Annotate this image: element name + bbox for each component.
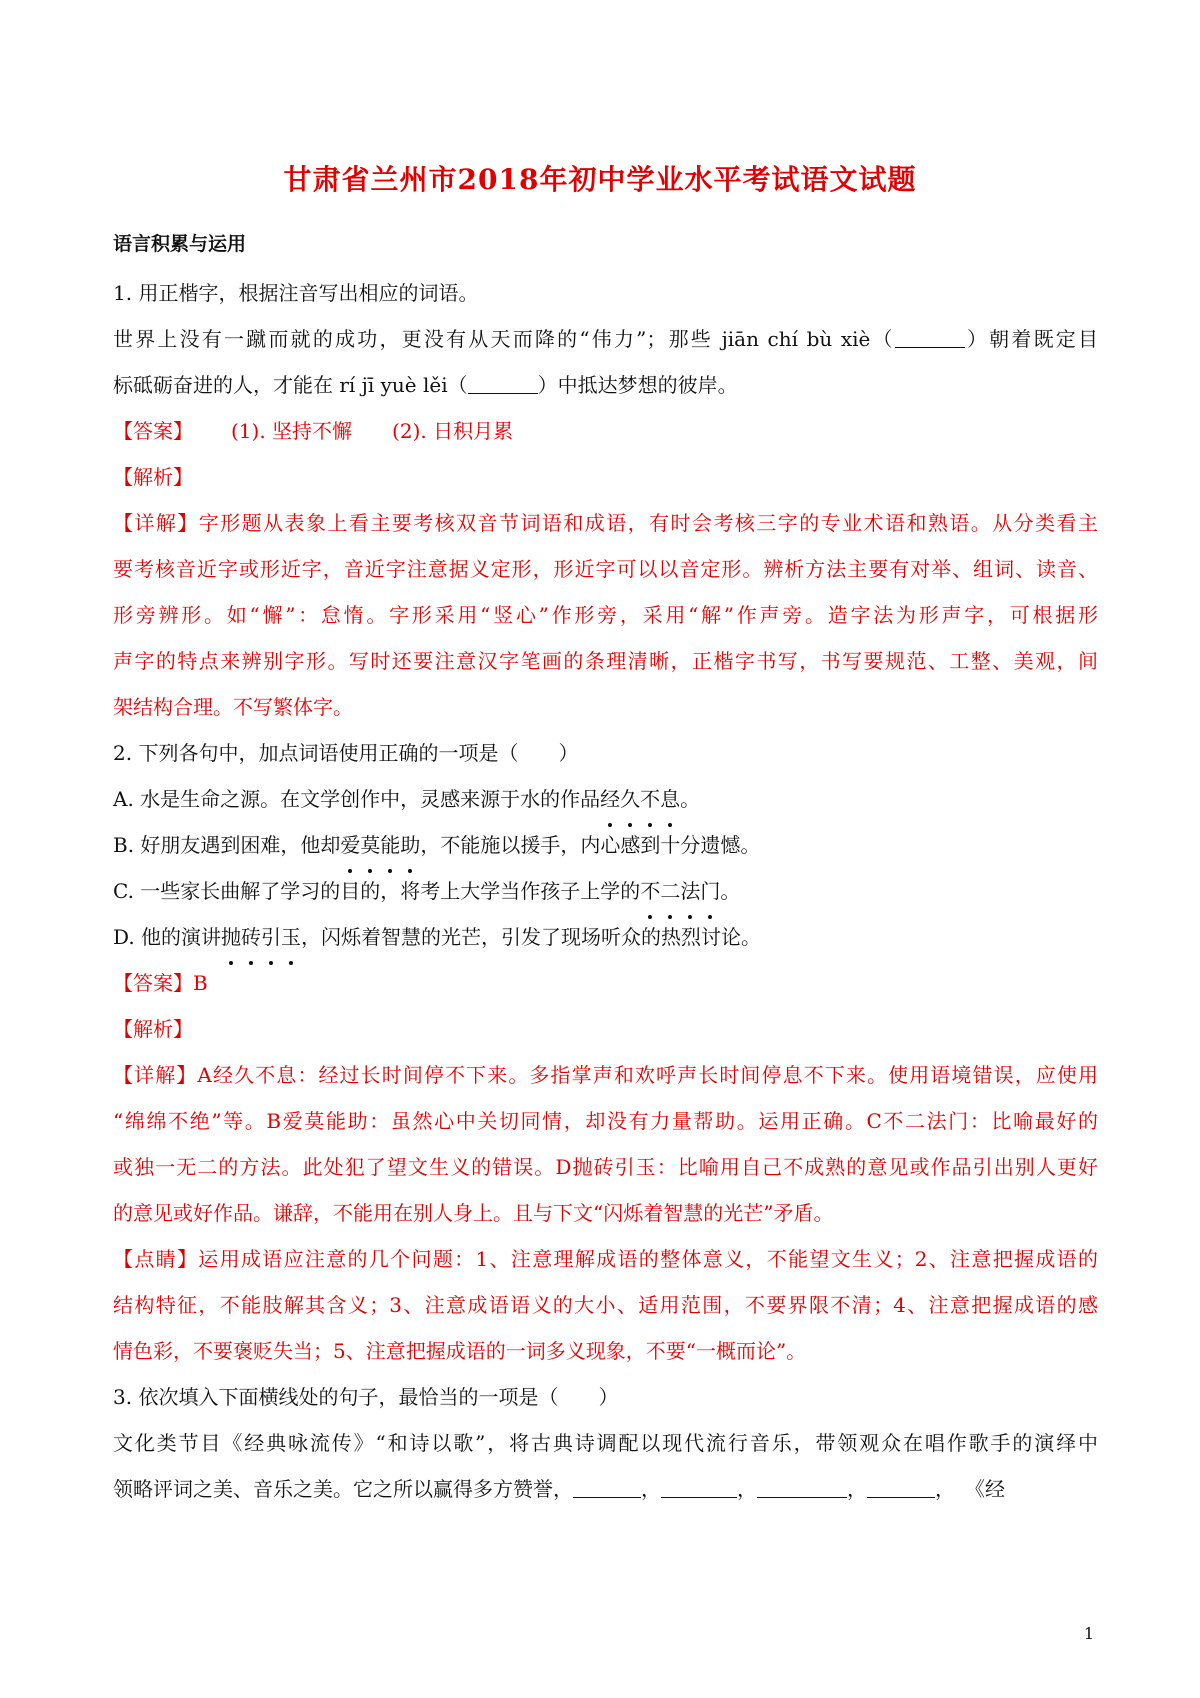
answer-tag: 【答案】 [113,419,193,443]
q2-point-line: 情色彩，不要褒贬失当；5、注意把握成语的一词多义现象，不要“一概而论”。 [113,1339,807,1363]
q3-passage-line-1: 文化类节目《经典咏流传》“和诗以歌”，将古典诗调配以现代流行音乐，带领观众在唱作歌手的演绎中 [113,1431,1098,1455]
detail-text: A经久不息：经过长时间停不下来。多指掌声和欢呼声长时间停息不下来。使用语境错误，应使用 [197,1063,1099,1087]
document-body [113,218,1098,1512]
analysis-tag: 【解析】 [113,465,193,489]
answer-tag: 【答案】 [113,971,193,995]
answer-blank [757,1477,847,1498]
option-text: 。 [720,879,741,903]
answer-blank [895,327,965,348]
dotted-char: 不 [640,776,660,822]
q1-passage-text: 世界上没有一蹴而就的成功，更没有从天而降的“伟力”；那些 jiān chí bù xiè（ [113,327,895,351]
dotted-char: 法 [680,868,700,914]
q1-passage-text: ）中抵达梦想的彼岸。 [537,373,738,397]
detail-tag: 【详解】 [113,511,199,535]
option-text: ，闪烁着智慧的光芒，引发了现场听众的热烈讨论。 [301,925,762,949]
q2-detail-line: 的意见或好作品。谦辞，不能用在别人身上。且与下文“闪烁着智慧的光芒”矛盾。 [113,1201,834,1225]
q2-option-a [113,776,1098,822]
dotted-char: 玉 [281,914,301,960]
q3-stem: 3. 依次填入下面横线处的句子，最恰当的一项是（ ） [113,1385,619,1409]
q2-detail-line: 或独一无二的方法。此处犯了望文生义的错误。D抛砖引玉：比喻用自己不成熟的意见或作品引出别人更好 [113,1155,1098,1179]
q2-option-d [113,914,1098,960]
q1-detail-line: 形旁辨形。如“懈”：怠惰。字形采用“竖心”作形旁，采用“解”作声旁。造字法为形声字，可根据形 [113,603,1098,627]
q1-passage-text: ）朝着既定目 [964,327,1098,351]
document-title: 甘肃省兰州市2018年初中学业水平考试语文试题 [283,163,917,196]
q2-point-line: 结构特征，不能肢解其含义；3、注意成语语义的大小、适用范围，不要界限不清；4、注意把握成语的感 [113,1293,1098,1317]
dotted-char: 砖 [241,914,261,960]
q2-stem: 2. 下列各句中，加点词语使用正确的一项是（ ） [113,741,579,765]
option-text: C. 一些家长曲解了学习的目的，将考上大学当作孩子上学的 [113,879,641,903]
answer-blank [468,373,538,394]
option-text: A. 水是生命之源。在文学创作中，灵感来源于水的作品 [113,787,601,811]
dotted-char: 抛 [221,914,241,960]
option-text: D. 他的演讲 [113,925,222,949]
detail-tag: 【详解】 [113,1063,198,1087]
q1-answer [113,408,1098,454]
answer-item: B [193,971,208,995]
analysis-tag: 【解析】 [113,1017,193,1041]
dotted-char: 二 [660,868,680,914]
q2-detail-line: “绵绵不绝”等。B爱莫能助：虽然心中关切同情，却没有力量帮助。运用正确。C不二法门：比喻最好的 [113,1109,1098,1133]
q1-passage-line-1 [113,316,1098,362]
dotted-char: 引 [261,914,281,960]
q3-passage-text: 《经 [965,1477,1005,1501]
dotted-char: 爱 [340,822,360,868]
q1-detail-line [113,500,1098,546]
option-text: 。 [680,787,701,811]
page-number: 1 [1083,1624,1094,1643]
option-text: ，不能施以援手，内心感到十分遗憾。 [420,833,761,857]
q3-passage-text: 领略评词之美、音乐之美。它之所以赢得多方赞誉， [113,1477,573,1501]
q3-passage-line-2 [113,1466,1098,1512]
dotted-char: 不 [640,868,660,914]
answer-item: (2). 日积月累 [392,419,514,443]
q1-passage-line-2 [113,362,1098,408]
q1-stem: 1. 用正楷字，根据注音写出相应的词语。 [113,281,479,305]
q2-option-b [113,822,1098,868]
point-text: 运用成语应注意的几个问题：1、注意理解成语的整体意义，不能望文生义；2、注意把握成语的 [198,1247,1098,1271]
q1-detail-line: 声字的特点来辨别字形。写时还要注意汉字笔画的条理清晰，正楷字书写，书写要规范、工整、美观，间 [113,649,1098,673]
answer-blank [867,1477,935,1498]
dotted-char: 经 [600,776,620,822]
dotted-char: 能 [380,822,400,868]
section-heading: 语言积累与运用 [113,233,247,255]
q2-detail-line [113,1052,1098,1098]
q2-option-c [113,868,1098,914]
comma: ， [641,1477,661,1501]
answer-blank [661,1477,737,1498]
answer-blank [573,1477,641,1498]
comma: ， [737,1477,757,1501]
q1-detail-line: 要考核音近字或形近字，音近字注意据义定形，形近字可以以音定形。辨析方法主要有对举、组词、读音、 [113,557,1098,581]
dotted-char: 门 [700,868,720,914]
dotted-char: 久 [620,776,640,822]
q1-detail-line: 架结构合理。不写繁体字。 [113,695,353,719]
detail-text: 字形题从表象上看主要考核双音节词语和成语，有时会考核三字的专业术语和熟语。从分类看主 [198,511,1099,535]
q2-answer [113,960,1098,1006]
option-text: B. 好朋友遇到困难，他却 [113,833,341,857]
answer-item: (1). 坚持不懈 [231,419,353,443]
comma: ， [935,1477,955,1501]
comma: ， [847,1477,867,1501]
dotted-char: 助 [400,822,420,868]
q2-point-line [113,1236,1098,1282]
point-tag: 【点睛】 [113,1247,199,1271]
dotted-char: 莫 [360,822,380,868]
dotted-char: 息 [660,776,680,822]
q1-passage-text: 标砥砺奋进的人，才能在 rí jī yuè lěi（ [113,373,468,397]
